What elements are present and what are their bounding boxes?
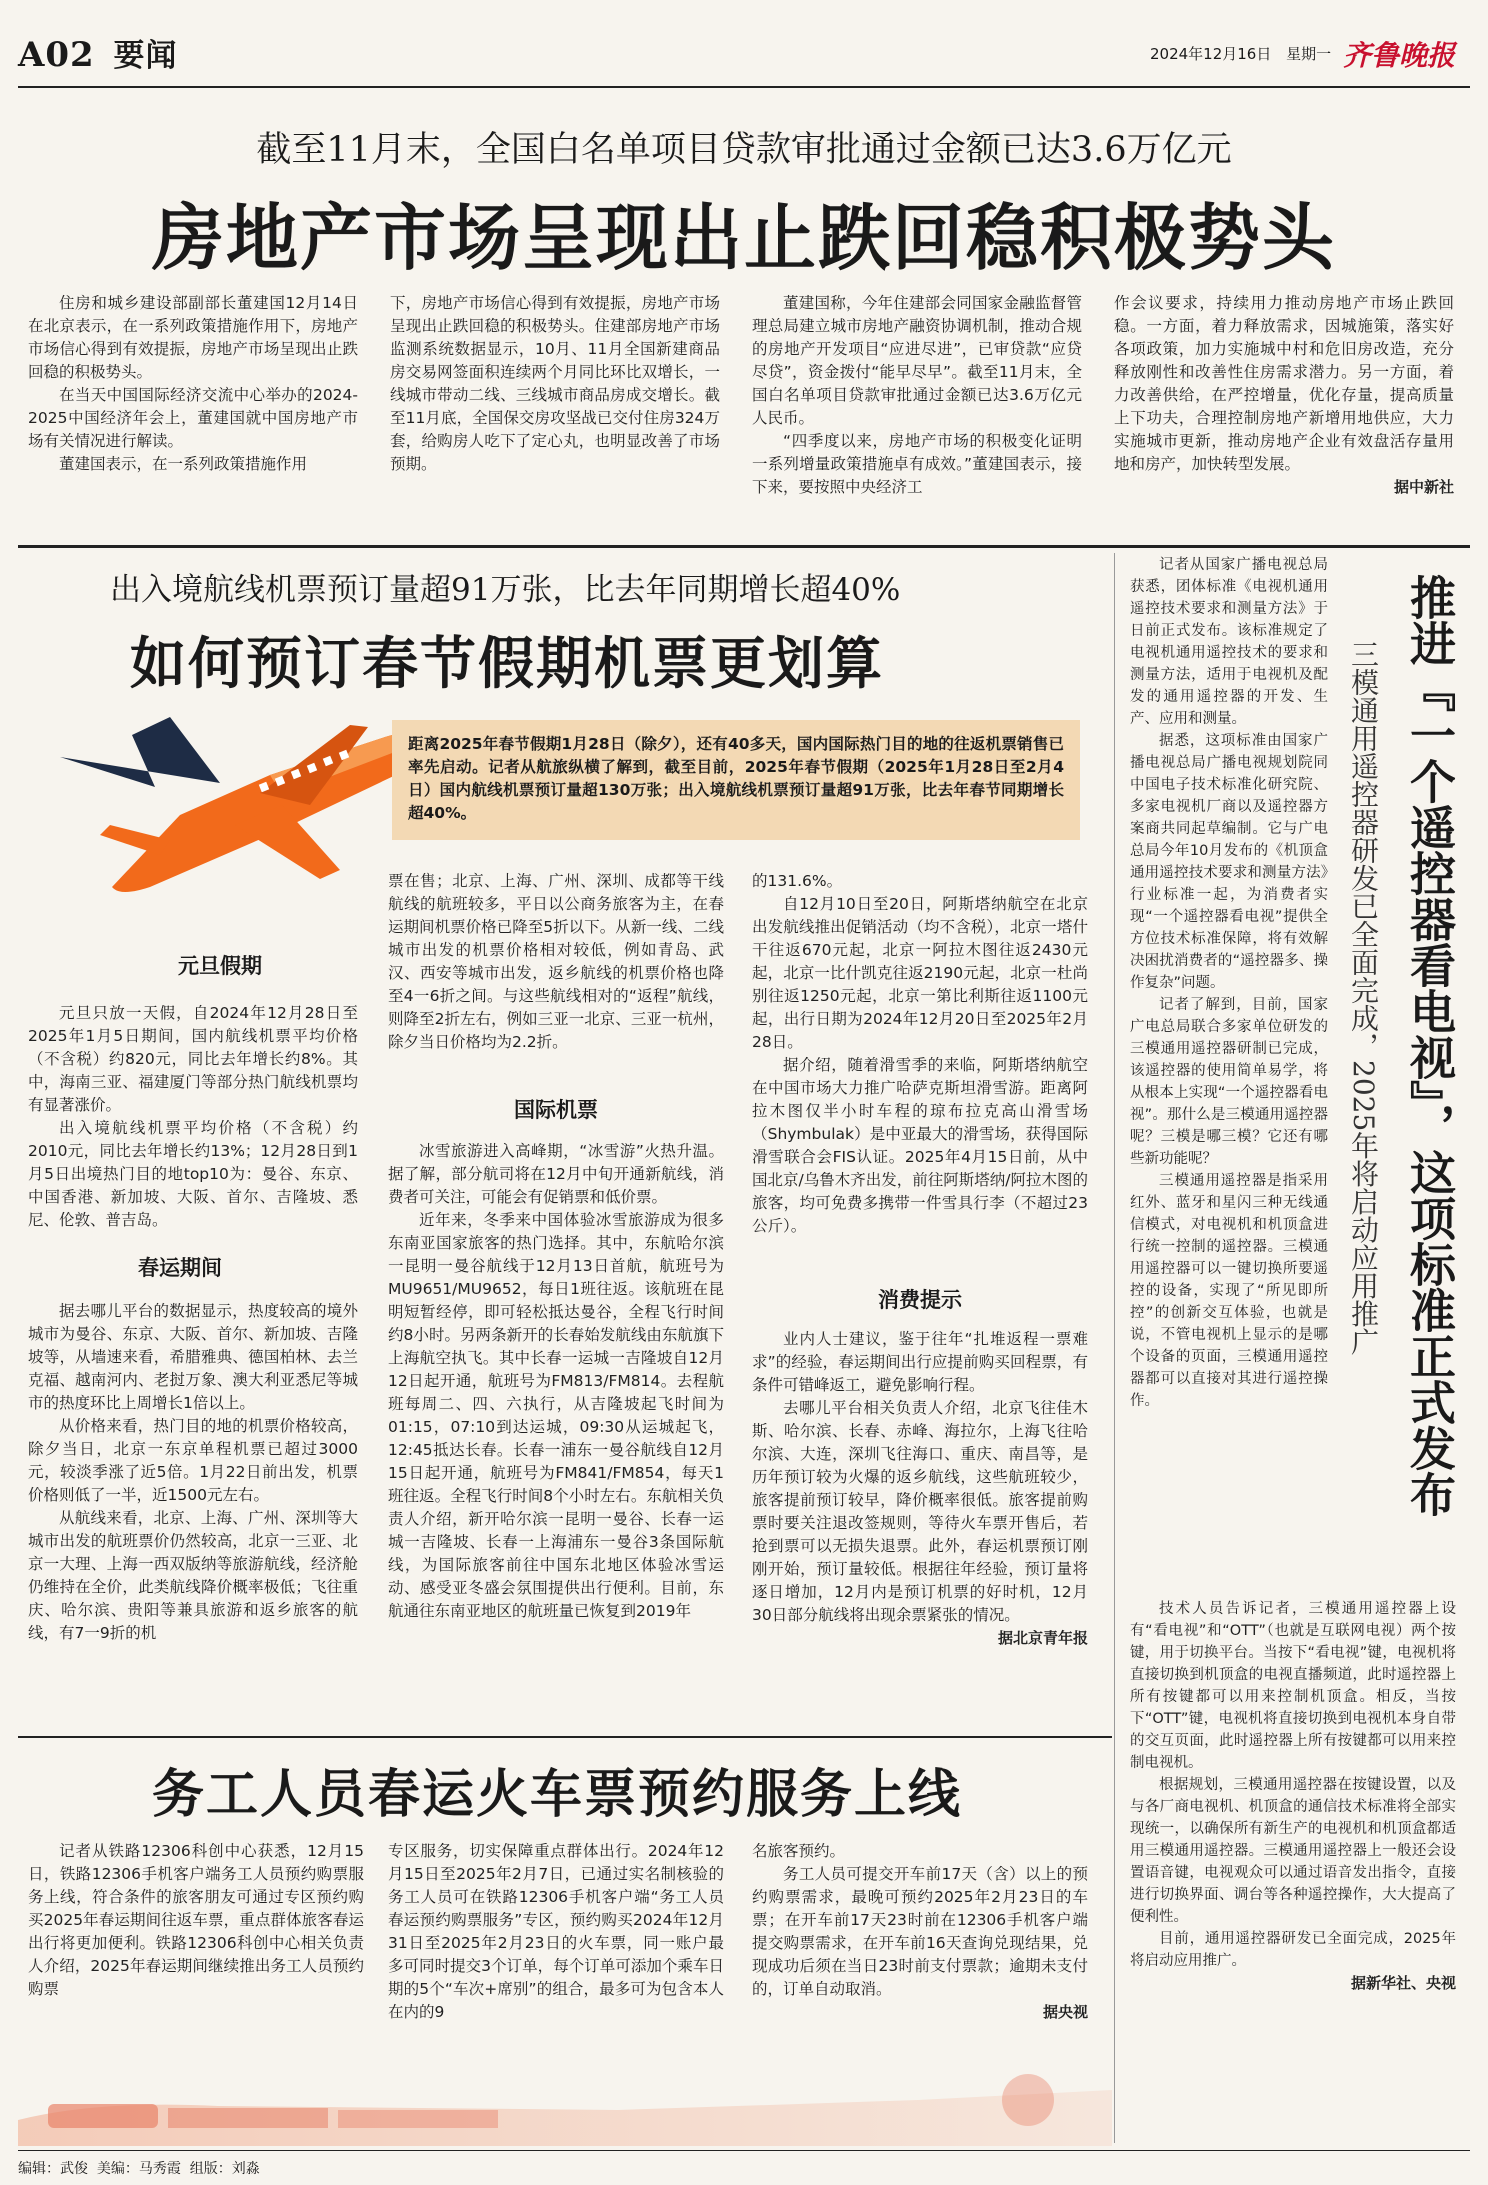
subheading-international: 国际机票 bbox=[514, 1097, 598, 1122]
paragraph: 名旅客预约。 bbox=[752, 1842, 846, 1860]
paragraph: 冰雪旅游进入高峰期，“冰雪游”火热升温。据了解，部分航司将在12月中旬开通新航线，消费者可关注，可能会有促销票和低价票。 bbox=[388, 1142, 724, 1206]
header-rule bbox=[18, 86, 1470, 88]
masthead-logo: 齐鲁晚报 bbox=[1343, 39, 1456, 72]
story-source: 据北京青年报 bbox=[997, 1629, 1088, 1647]
paragraph: 去哪儿平台相关负责人介绍，北京飞往佳木斯、哈尔滨、长春、赤峰、海拉尔，上海飞往哈尔滨、大连，深圳飞往海口、重庆、南昌等，是历年预订较为火爆的返乡航线，这些航班较少，旅客提前预订较早，降价概率很低。旅客提前购票时要关注退改签规则，等待火车票开售后，若抢到票可以无损失退票。此外，春运机票预订刚刚开始，预订量较低。根据往年经验，预订量将逐日增加，12月内是预订机票的好时机，12月30日部分航线将出现余票紧张的情况。 bbox=[752, 1399, 1088, 1624]
paragraph: 近年来，冬季来中国体验冰雪旅游成为很多东南亚国家旅客的热门选择。其中，东航哈尔滨一昆明一曼谷航线于12月13日首航，航班号为MU9651/MU9652，每日1班往返。该航班在昆明短暂经停，即可轻松抵达曼谷，全程飞行时间约8小时。另两条新开的长春始发航线由东航旗下上海航空执飞。其中长春一运城一吉隆坡自12月12日起开通，航班号为FM813/FM814。去程航班每周二、四、六执行，从吉隆坡起飞时间为01:15，07:10到达运城，09:30从运城起飞，12:45抵达长春。长春一浦东一曼谷航线自12月15日起开通，航班号为FM841/FM854，每天1班往返。全程飞行时间8个小时左右。东航相关负责人介绍，新开哈尔滨一昆明一曼谷、长春一运城一吉隆坡、长春一上海浦东一曼谷3条国际航线，为国际旅客前往中国东北地区体验冰雪运动、感受亚冬盛会氛围提供出行便利。目前，东航通往东南亚地区的航班量已恢复到2019年 bbox=[388, 1211, 724, 1620]
story-source: 据新华社、央视 bbox=[1350, 1974, 1456, 1992]
column-rule bbox=[1114, 553, 1115, 2143]
story-column-3 bbox=[752, 292, 1082, 499]
story-column-3a bbox=[752, 870, 1088, 1238]
paragraph: 据悉，这项标准由国家广播电视总局广播电视规划院同中国电子技术标准化研究院、多家电视机厂商以及遥控器方案商共同起草编制。它与广电总局今年10月发布的《机顶盒通用遥控技术要求和测量方法》行业标准一起，为消费者实现“一个遥控器看电视”提供全方位技术标准保障，将有效解决困扰消费者的“遥控器多、操作复杂”问题。 bbox=[1130, 733, 1328, 991]
sidebar-body-bottom bbox=[1130, 1598, 1456, 1994]
issue-date: 2024年12月16日 bbox=[1150, 45, 1272, 63]
paragraph: 据去哪儿平台的数据显示，热度较高的境外城市为曼谷、东京、大阪、首尔、新加坡、吉隆坡等，从墙速来看，希腊雅典、德国柏林、去兰克福、越南河内、老挝万象、澳大利亚悉尼等城市的热度环比上周增长1倍以上。 bbox=[28, 1302, 358, 1412]
paragraph: “四季度以来，房地产市场的积极变化证明一系列增量政策措施卓有成效。”董建国表示，接下来，要按照中央经济工 bbox=[752, 432, 1082, 496]
paragraph: 董建国称，今年住建部会同国家金融监督管理总局建立城市房地产融资协调机制，推动合规的房地产开发项目“应进尽进”，已审贷款“应贷尽贷”，资金拨付“能早尽早”。截至11月末，全国白名单项目贷款审批通过金额已达3.6万亿元人民币。 bbox=[752, 294, 1082, 427]
paragraph: 元旦只放一天假，自2024年12月28日至2025年1月5日期间，国内航线机票平均价格（不含税）约820元，同比去年增长约8%。其中，海南三亚、福建厦门等部分热门航线机票均有显著涨价。 bbox=[28, 1004, 358, 1114]
story-column-2 bbox=[390, 292, 720, 476]
airplane-illustration bbox=[20, 665, 440, 910]
paragraph: 下，房地产市场信心得到有效提振，房地产市场呈现出止跌回稳的积极势头。住建部房地产市场监测系统数据显示，10月、11月全国新建商品房交易网签面积连续两个月同比环比双增长，一线城市带动二线、三线城市商品房成交增长。截至11月底，全国保交房攻坚战已交付住房324万套，给购房人吃下了定心丸，也明显改善了市场预期。 bbox=[390, 294, 720, 473]
paragraph: 记者了解到，目前，国家广电总局联合多家单位研发的三模通用遥控器研制已完成，该遥控器的使用简单易学，将从根本上实现“一个遥控器看电视”。那什么是三模通用遥控器呢？三模是哪三模？它还有哪些新功能呢？ bbox=[1130, 997, 1328, 1167]
subheading-new-year: 元旦假期 bbox=[178, 953, 262, 978]
story-column-1b bbox=[28, 1300, 358, 1645]
section-divider bbox=[18, 1736, 1112, 1738]
sidebar-subtitle: 三模通用遥控器研发已全面完成，2025年将启动应用推广 bbox=[1347, 640, 1380, 1356]
paragraph: 出入境航线机票平均价格（不含税）约2010元，同比去年增长约13%；12月28日到1月5日出境热门目的地top10为：曼谷、东京、中国香港、新加坡、大阪、首尔、吉隆坡、悉尼、伦敦、普吉岛。 bbox=[28, 1119, 358, 1229]
paragraph: 自12月10日至20日，阿斯塔纳航空在北京出发航线推出促销活动（均不含税），北京一塔什干往返670元起，北京一阿拉木图往返2430元起，北京一比什凯克往返2190元起，北京一杜尚别往返1250元起，北京一第比利斯往返1100元起，出行日期为2024年12月20日至2025年2月28日。 bbox=[752, 895, 1088, 1051]
paragraph: 三模通用遥控器是指采用红外、蓝牙和星闪三种无线通信模式，对电视机和机顶盒进行统一控制的遥控器。三模通用遥控器可以一键切换所要遥控的设备，实现了“所见即所控”的创新交互体验，也就是说，不管电视机上显示的是哪个设备的页面，三模通用遥控器都可以直接对其进行遥控操作。 bbox=[1130, 1173, 1328, 1409]
section-name: 要闻 bbox=[113, 38, 178, 74]
train-decoration bbox=[18, 2060, 1112, 2146]
paragraph: 记者从铁路12306科创中心获悉，12月15日，铁路12306手机客户端务工人员预约购票服务上线，符合条件的旅客朋友可通过专区预约购买2025年春运期间往返车票，重点群体旅客春运出行将更加便利。铁路12306科创中心相关负责人介绍，2025年春运期间继续推出务工人员预约购票 bbox=[28, 1842, 364, 1998]
paragraph: 务工人员可提交开车前17天（含）以上的预约购票需求，最晚可预约2025年2月23日的车票；在开车前17天23时前在12306手机客户端提交购票需求，在开车前16天查询兑现结果，兑现成功后须在当日23时前支付票款；逾期未支付的，订单自动取消。 bbox=[752, 1865, 1088, 1998]
story-column-2a bbox=[388, 870, 724, 1054]
paragraph: 董建国表示，在一系列政策措施作用 bbox=[59, 455, 308, 473]
footer-credits: 编辑：武俊 美编：马秀霞 组版：刘淼 bbox=[18, 2161, 260, 2177]
story-column-1 bbox=[28, 1840, 364, 2001]
sidebar-headline: 推进『一个遥控器看电视』，这项标准正式发布 bbox=[1403, 574, 1457, 1517]
paragraph: 记者从国家广播电视总局获悉，团体标准《电视机通用遥控技术要求和测量方法》于日前正式发布。该标准规定了电视机通用遥控技术的要求和测量方法，适用于电视机及配发的通用遥控器的开发、生产、应用和测量。 bbox=[1130, 557, 1328, 727]
section-divider bbox=[18, 545, 1470, 548]
paragraph: 从价格来看，热门目的地的机票价格较高，除夕当日，北京一东京单程机票已超过3000元，较淡季涨了近5倍。1月22日前出发，机票价格则低了一半，近1500元左右。 bbox=[28, 1417, 358, 1504]
story-column-2 bbox=[388, 1840, 724, 2024]
paragraph: 作会议要求，持续用力推动房地产市场止跌回稳。一方面，着力释放需求，因城施策，落实好各项政策，加力实施城中村和危旧房改造，充分释放刚性和改善性住房需求潜力。另一方面，着力改善供给，在严控增量，优化存量，提高质量上下功夫，合理控制房地产新增用地供应，大力实施城市更新，推动房地产企业有效盘活存量用地和房产，加快转型发展。 bbox=[1114, 294, 1454, 473]
story-kicker: 截至11月末，全国白名单项目贷款审批通过金额已达3.6万亿元 bbox=[256, 130, 1232, 170]
footer-rule bbox=[18, 2150, 1470, 2151]
issue-weekday: 星期一 bbox=[1286, 45, 1332, 63]
subheading-spring-festival: 春运期间 bbox=[138, 1255, 222, 1280]
story-headline: 务工人员春运火车票预约服务上线 bbox=[151, 1764, 962, 1825]
sidebar-body-top bbox=[1130, 554, 1328, 1412]
paragraph: 票在售；北京、上海、广州、深圳、成都等干线航线的航班较多，平日以公商务旅客为主，在春运期间机票价格已降至5折以下。从新一线、二线城市出发的机票价格相对较低，例如青岛、武汉、西安等城市出发，返乡航线的机票价格也降至4一6折之间。与这些航线相对的“返程”航线，则降至2折左右，例如三亚一北京、三亚一杭州，除夕当日价格均为2.2折。 bbox=[388, 872, 724, 1051]
story-headline: 如何预订春节假期机票更划算 bbox=[130, 631, 884, 697]
story-column-3b bbox=[752, 1328, 1088, 1650]
story-headline: 房地产市场呈现出止跌回稳积极势头 bbox=[151, 195, 1336, 280]
paragraph: 专区服务，切实保障重点群体出行。2024年12月15日至2025年2月7日，已通过实名制核验的务工人员可在铁路12306手机客户端“务工人员春运预约购票服务”专区，预约购买2024年12月31日至2025年2月23日的火车票，同一账户最多可同时提交3个订单，每个订单可添加个乘车日期的5个“车次+席别”的组合，最多可为包含本人在内的9 bbox=[388, 1842, 724, 2021]
story-column-1a bbox=[28, 1002, 358, 1232]
paragraph: 在当天中国国际经济交流中心举办的2024-2025中国经济年会上，董建国就中国房地产市场有关情况进行解读。 bbox=[28, 386, 358, 450]
paragraph: 的131.6%。 bbox=[752, 872, 843, 890]
story-source: 据中新社 bbox=[1393, 478, 1454, 496]
lead-text: 距离2025年春节假期1月28日（除夕），还有40多天，国内国际热门目的地的往返机票销售已率先启动。记者从航旅纵横了解到，截至目前，2025年春节假期（2025年1月28日至2月4日）国内航线机票预订量超130万张；出入境航线机票预订量超91万张，比去年春节同期增长超40%。 bbox=[408, 735, 1064, 822]
paragraph: 技术人员告诉记者，三模通用遥控器上设有“看电视”和“OTT”（也就是互联网电视）两个按键，用于切换平台。当按下“看电视”键，电视机将直接切换到机顶盒的电视直播频道，此时遥控器上所有按键都可以用来控制机顶盒。相反，当按下“OTT”键，电视机将直接切换到电视机本身自带的交互页面，此时遥控器上所有按键都可以用来控制电视机。 bbox=[1130, 1601, 1456, 1771]
paragraph: 目前，通用遥控器研发已全面完成，2025年将启动应用推广。 bbox=[1130, 1931, 1456, 1969]
paragraph: 从航线来看，北京、上海、广州、深圳等大城市出发的航班票价仍然较高，北京一三亚、北京一大理、上海一西双版纳等旅游航线，经济舱仍维持在全价，此类航线降价概率极低；飞往重庆、哈尔滨、贵阳等兼具旅游和返乡旅客的航线，有7一9折的机 bbox=[28, 1509, 358, 1642]
page-code: A02 bbox=[18, 35, 95, 75]
paragraph: 根据规划，三模通用遥控器在按键设置，以及与各厂商电视机、机顶盒的通信技术标准将全部实现统一，以确保所有新生产的电视机和机顶盒都适用三模通用遥控器。三模通用遥控器上一般还会设置语音键，电视观众可以通过语音发出指令，直接进行切换界面、调台等各种遥控操作，大大提高了便利性。 bbox=[1130, 1777, 1456, 1925]
paragraph: 业内人士建议，鉴于往年“扎堆返程一票难求”的经验，春运期间出行应提前购买回程票，有条件可错峰返工，避免影响行程。 bbox=[752, 1330, 1088, 1394]
story-source: 据央视 bbox=[1042, 2003, 1088, 2021]
subheading-consumer-tips: 消费提示 bbox=[878, 1287, 962, 1312]
story-kicker: 出入境航线机票预订量超91万张，比去年同期增长超40% bbox=[110, 572, 901, 608]
story-column-4 bbox=[1114, 292, 1454, 499]
story-column-3 bbox=[752, 1840, 1088, 2024]
story-column-1 bbox=[28, 292, 358, 476]
paragraph: 据介绍，随着滑雪季的来临，阿斯塔纳航空在中国市场大力推广哈萨克斯坦滑雪游。距离阿拉木图仅半小时车程的琼布拉克高山滑雪场（Shymbulak）是中亚最大的滑雪场，获得国际滑雪联合会FIS认证。2025年4月15日前，从中国北京/乌鲁木齐出发，前往阿斯塔纳/阿拉木图的旅客，均可免费多携带一件雪具行李（不超过23公斤）。 bbox=[752, 1056, 1088, 1235]
story-column-2b bbox=[388, 1140, 724, 1623]
paragraph: 住房和城乡建设部副部长董建国12月14日在北京表示，在一系列政策措施作用下，房地产市场信心得到有效提振，房地产市场呈现出止跌回稳的积极势头。 bbox=[28, 294, 358, 381]
